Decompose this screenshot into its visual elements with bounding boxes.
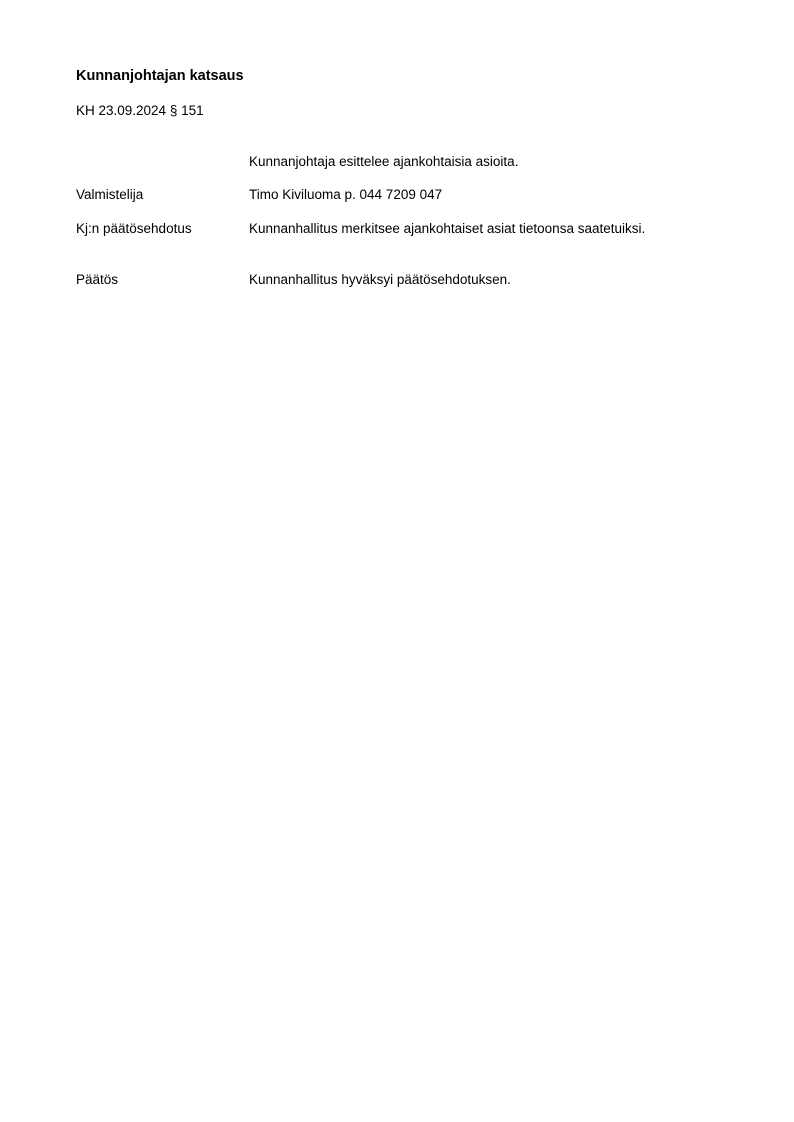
meeting-reference: KH 23.09.2024 § 151 xyxy=(76,103,204,118)
document-title: Kunnanjohtajan katsaus xyxy=(76,68,244,84)
proposal-label: Kj:n päätösehdotus xyxy=(76,221,192,236)
intro-text: Kunnanjohtaja esittelee ajankohtaisia asioita. xyxy=(249,154,519,169)
decision-label: Päätös xyxy=(76,272,119,287)
decision-value: Kunnanhallitus hyväksyi päätösehdotuksen. xyxy=(249,272,511,287)
preparer-value: Timo Kiviluoma p. 044 7209 047 xyxy=(249,187,443,202)
proposal-value: Kunnanhallitus merkitsee ajankohtaiset asiat tietoonsa saatetuiksi. xyxy=(249,221,646,236)
preparer-label: Valmistelija xyxy=(76,187,144,202)
